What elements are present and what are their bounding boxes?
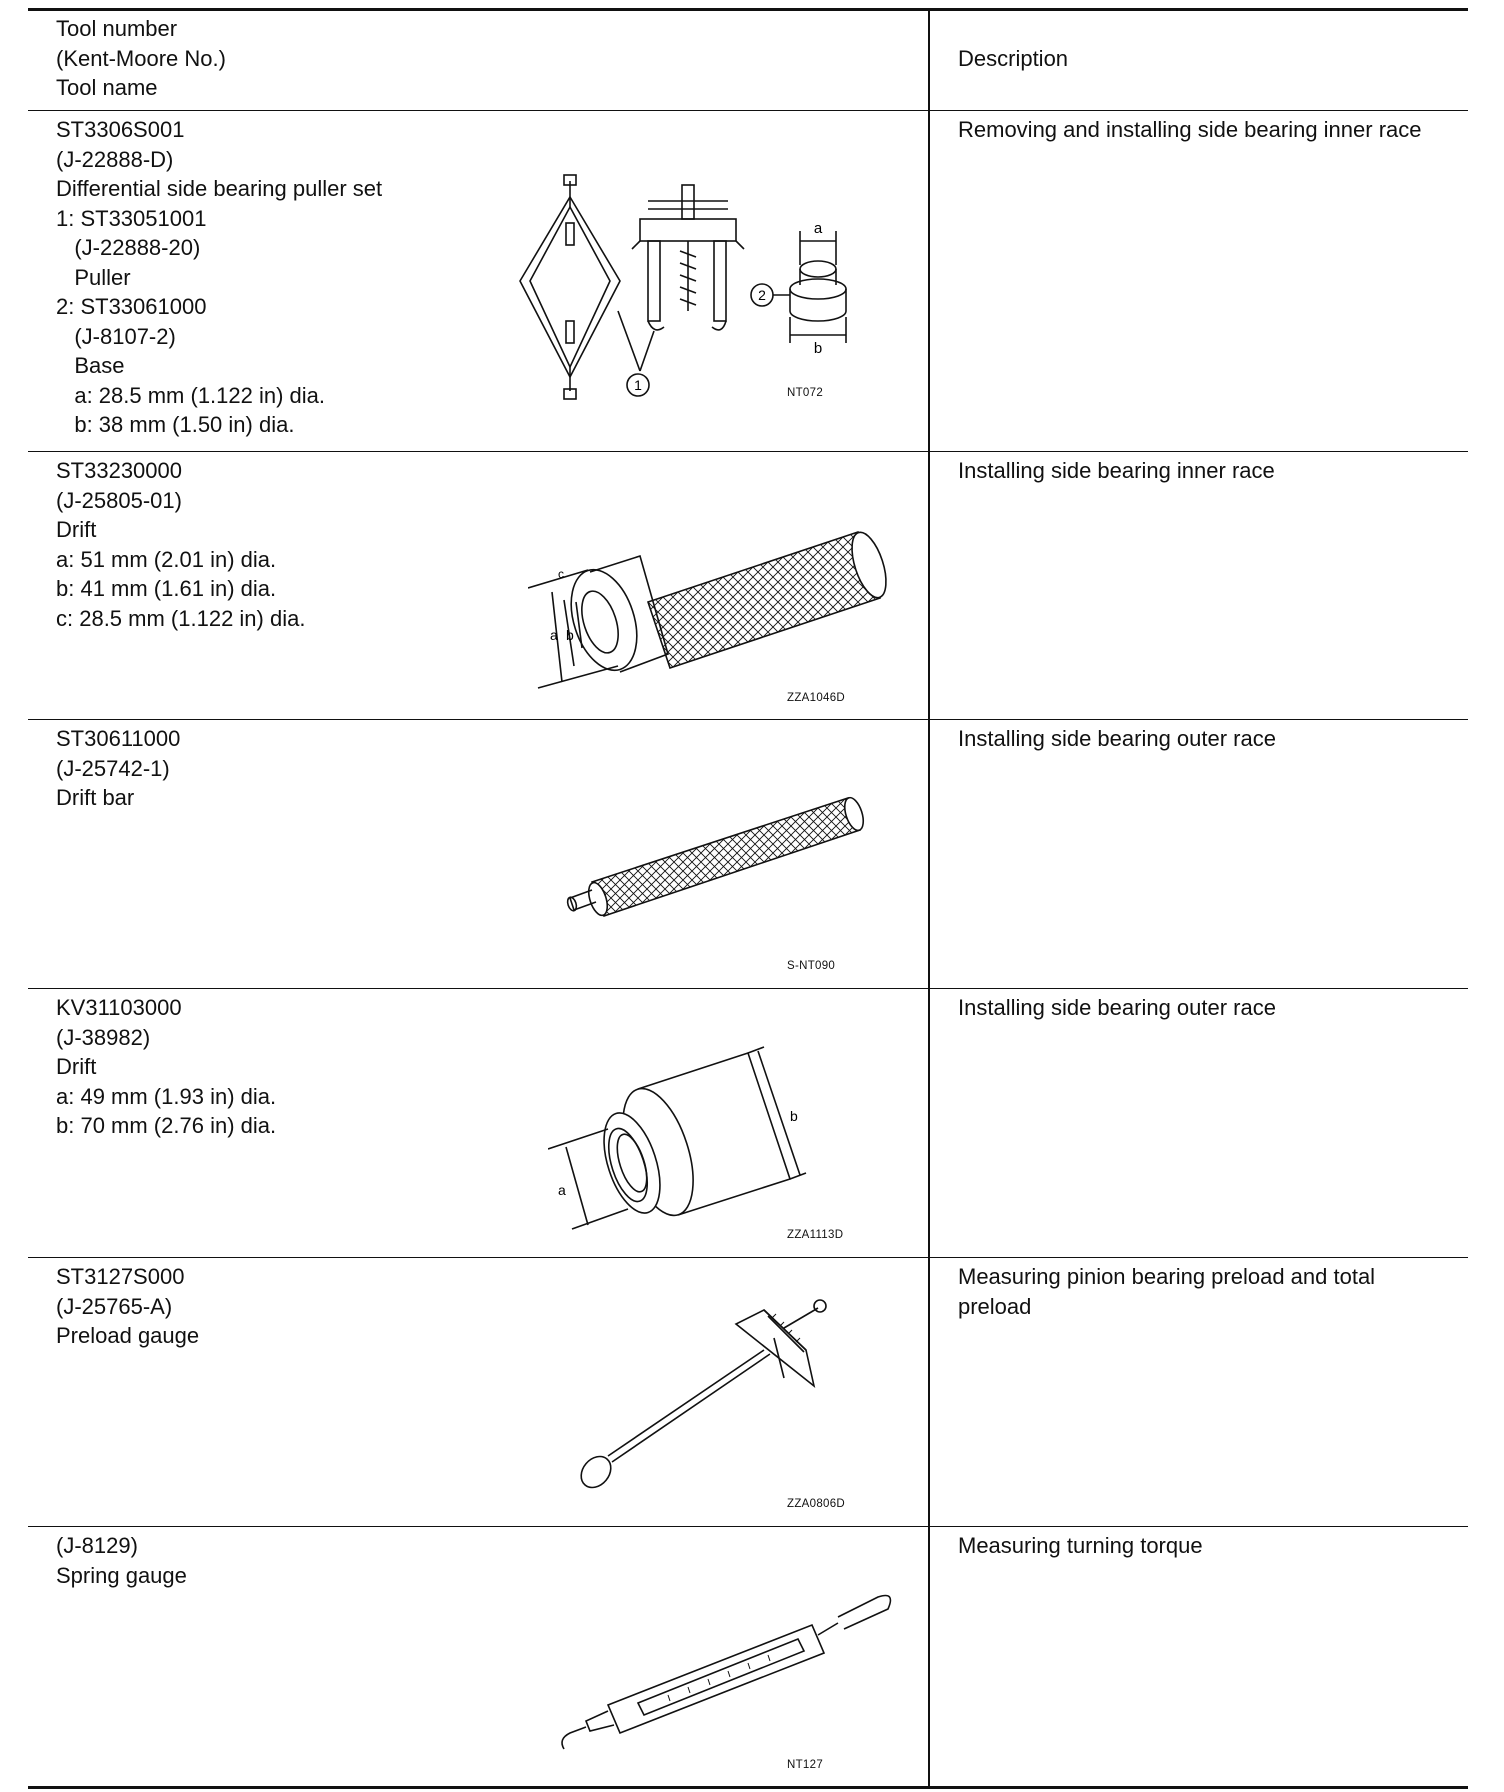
tool-info: KV31103000 (J-38982) Drift a: 49 mm (1.93 in) dia. b: 70 mm (2.76 in) dia.	[56, 995, 277, 1138]
table-row	[28, 452, 1468, 720]
tool-info: ST30611000 (J-25742-1) Drift bar	[56, 726, 181, 810]
tool-info: ST3306S001 (J-22888-D) Differential side bearing puller set 1: ST33051001 (J-22888-20) Puller 2: ST33061000 (J-8107-2) Base a: 28.5 mm (1.122 in) dia. b: 38 mm (1.50 in) dia.	[56, 117, 383, 437]
tool-description: Measuring turning torque	[958, 1533, 1203, 1558]
table-row	[28, 989, 1468, 1258]
header-tool-column: Tool number (Kent-Moore No.) Tool name	[56, 16, 226, 100]
special-service-tools-table	[28, 0, 1468, 1792]
puller-set-illustration	[518, 171, 918, 451]
tool-description: Installing side bearing outer race	[958, 995, 1276, 1020]
figure-code: NT072	[787, 387, 824, 399]
figure-label-c: c	[558, 567, 564, 581]
table-row	[28, 720, 1468, 989]
table-row	[28, 111, 1468, 452]
table-row	[28, 1258, 1468, 1527]
drift-illustration	[528, 502, 888, 702]
figure-code: ZZA0806D	[787, 1498, 846, 1510]
table-header	[28, 10, 1468, 111]
figure-label-b: b	[566, 627, 574, 643]
table-row	[28, 1527, 1468, 1785]
drift-kv-illustration	[548, 1029, 888, 1239]
tool-description: Installing side bearing inner race	[958, 458, 1275, 483]
spring-gauge-illustration	[548, 1587, 908, 1767]
figure-label-b: b	[813, 340, 823, 357]
tool-info: ST33230000 (J-25805-01) Drift a: 51 mm (2.01 in) dia. b: 41 mm (1.61 in) dia. c: 28.5 mm (1.122 in) dia.	[56, 458, 306, 631]
figure-label-a: a	[550, 627, 558, 643]
figure-code: S-NT090	[787, 960, 836, 972]
table-bottom-rule	[28, 1786, 1468, 1789]
figure-code: ZZA1046D	[787, 692, 846, 704]
figure-callout-2: 2	[758, 287, 766, 303]
tool-description: Installing side bearing outer race	[958, 726, 1276, 751]
figure-code: ZZA1113D	[787, 1229, 844, 1241]
header-description-column: Description	[958, 46, 1069, 71]
drift-bar-illustration	[548, 790, 888, 950]
figure-label-a: a	[558, 1182, 566, 1198]
tool-description: Removing and installing side bearing inner race	[958, 117, 1422, 142]
figure-code: NT127	[787, 1759, 824, 1771]
tool-info: ST3127S000 (J-25765-A) Preload gauge	[56, 1264, 200, 1348]
figure-callout-1: 1	[634, 377, 642, 393]
tool-info: (J-8129) Spring gauge	[56, 1533, 187, 1588]
tool-description: Measuring pinion bearing preload and total preload	[958, 1264, 1376, 1319]
preload-gauge-illustration	[568, 1288, 888, 1508]
figure-label-b: b	[790, 1108, 798, 1124]
figure-label-a: a	[813, 220, 823, 237]
